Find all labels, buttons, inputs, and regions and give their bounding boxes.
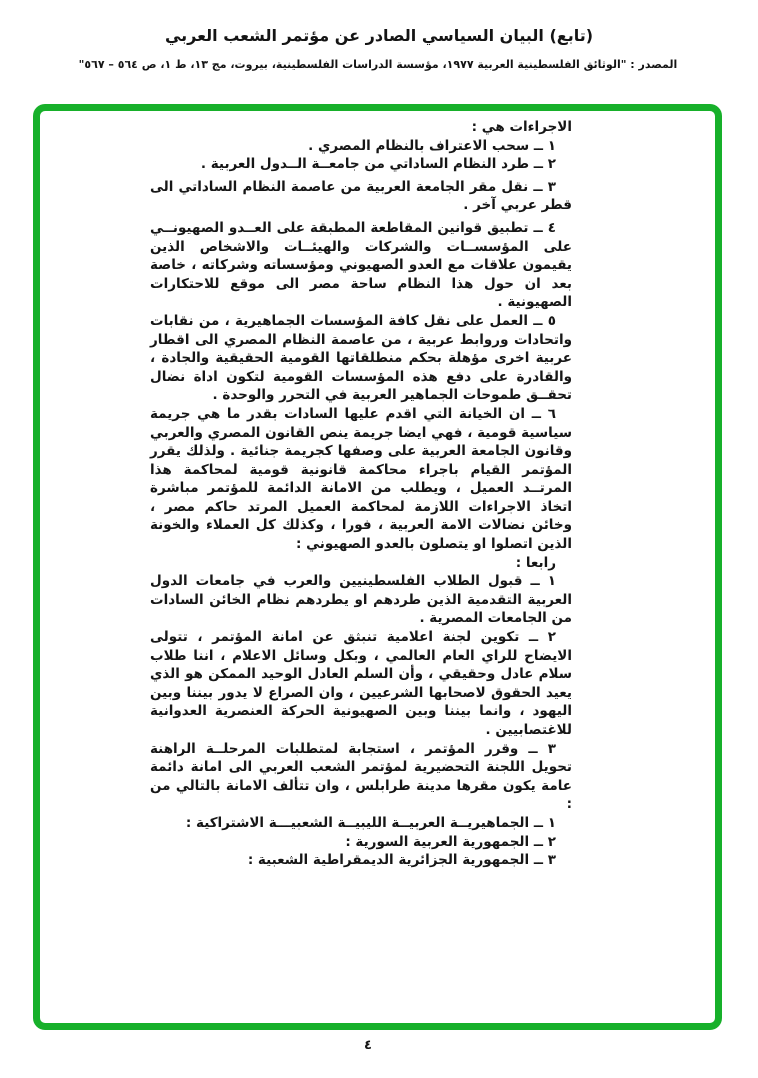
paragraph: ٣ ــ نقل مقر الجامعة العربية من عاصمة النظام الساداتي الى قطر عربي آخر . (150, 178, 572, 214)
paragraph: ١ ــ قبول الطلاب الفلسطينيين والعرب في جامعات الدول العربية التقدمية الذين طردهم او يطردهم نظام الخائن السادات من الجامعات المصرية . (150, 573, 572, 627)
page-title: (تابع) البيان السياسي الصادر عن مؤتمر الشعب العربي (164, 26, 594, 45)
paragraph: ٦ ــ ان الخيانة التي اقدم عليها السادات بقدر ما هي جريمة سياسية قومية ، فهي ايضا جريمة ينص القانون المصري والعربي وقانون الجامعة العربية على وصفها كجريمة جنائية . ولذلك يقرر المؤتمر القيام باجراء محاكمة قانونية قومية لمحاكمة هذا المرتــد العميل ، ويطلب من الامانة الدائمة للمؤتمر مباشرة اتخاذ الاجراءات اللازمة لمحاكمة العميل المرتد حاكم مصر ، وخائن نضالات الامة العربية ، فورا ، وكذلك كل العملاء والخونة الذين اتصلوا او يتصلون بالعدو الصهيوني : (150, 405, 572, 553)
paragraph: ٣ ــ الجمهورية الجزائرية الديمقراطية الشعبية : (247, 852, 556, 869)
paragraph: ٤ ــ تطبيق قوانين المقاطعة المطبقة على العــدو الصهيونــي على المؤسســات والشركات والهيئــات والاشخاص الذين يقيمون علاقات مع العدو الصهيوني ومؤسساته وشركاته ، خاصة بعد ان حول هذا النظام ساحة مصر الى موقع للاحتكارات الصهيونية . (150, 219, 572, 311)
paragraph: ٢ ــ تكوين لجنة اعلامية تنبثق عن امانة المؤتمر ، تتولى الايضاح للراي العام العالمي ، وبكل وسائل الاعلام ، اننا طلاب سلام عادل وحقيقي ، وأن السلم العادل الوحيد الممكن هو الذي يعيد الحقوق لاصحابها الشرعيين ، وان الصراع لا يدور بيننا وبين اليهود ، وانما بيننا وبين الصهيونية الحركة العنصرية العدوانية للاغتصابيين . (150, 629, 572, 738)
document-body (150, 118, 572, 870)
page-number: ٤ (364, 1038, 372, 1053)
paragraph: رابعا : (515, 554, 556, 571)
paragraph: ١ ــ سحب الاعتراف بالنظام المصري . (308, 137, 556, 154)
paragraph: ٢ ــ الجمهورية العربية السورية : (345, 833, 556, 850)
paragraph: الاجراءات هي : (471, 119, 572, 135)
paragraph: ٣ ــ وقرر المؤتمر ، استجابة لمتطلبات المرحلــة الراهنة تحويل اللجنة التحضيرية لمؤتمر الشعب العربي الى امانة دائمة عامة يكون مقرها مدينة طرابلس ، وان تتألف الامانة بالتالي من : (150, 740, 572, 813)
paragraph: ٢ ــ طرد النظام الساداتي من جامعــة الــدول العربية . (200, 156, 556, 173)
paragraph: ٥ ــ العمل على نقل كافة المؤسسات الجماهيرية ، من نقابات واتحادات وروابط عربية ، من عاصمة النظام المصري الى اقطار عربية اخرى مؤهلة بحكم منطلقاتها القومية الحقيقية والجادة ، والقادرة على دفع هذه المؤسسات القومية لتكون اداة نضال تحقــق طموحات الجماهير العربية في التحرر والوحدة . (150, 312, 572, 404)
paragraph: ١ ــ الجماهيريــة العربيــة الليبيــة الشعبيـــة الاشتراكية : (185, 814, 556, 831)
source-citation: المصدر : "الوثائق الفلسطينية العربية ١٩٧٧، مؤسسة الدراسات الفلسطينية، بيروت، مج ١٣، ط ١، ص ٥٦٤ – ٥٦٧" (78, 58, 678, 71)
